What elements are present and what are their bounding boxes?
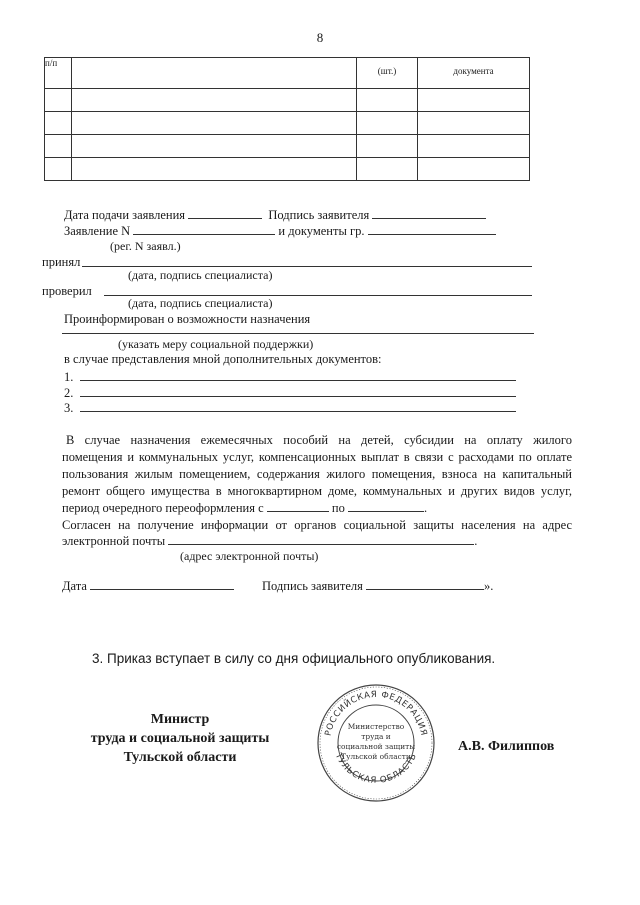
notification-paragraph xyxy=(62,432,572,517)
checked-note: (дата, подпись специалиста) xyxy=(128,296,273,310)
seal-center-line: Министерство xyxy=(347,722,405,731)
official-seal-stamp xyxy=(316,683,436,803)
email-end: . xyxy=(474,534,478,548)
additional-doc-item xyxy=(64,401,73,416)
seal-center-line: Тульской области xyxy=(341,752,411,761)
additional-doc-item xyxy=(64,386,73,401)
period-to-label: по xyxy=(331,501,345,515)
accepted-field[interactable] xyxy=(82,266,532,267)
period-from-field[interactable] xyxy=(267,510,329,512)
application-date-row xyxy=(64,208,486,223)
additional-docs-label: в случае представления мной дополнительных документов: xyxy=(64,352,382,366)
table-header-cell: (шт.) xyxy=(357,58,418,89)
signatory-name: А.В. Филиппов xyxy=(458,739,555,754)
measure-field[interactable] xyxy=(62,333,534,334)
email-field[interactable] xyxy=(168,543,474,545)
footer-date-label: Дата xyxy=(62,579,87,593)
footer-date-row xyxy=(62,579,234,594)
reg-note: (рег. N заявл.) xyxy=(110,239,181,253)
table-row xyxy=(45,89,530,112)
table-row xyxy=(45,112,530,135)
footer-signature-label: Подпись заявителя xyxy=(262,579,363,593)
page-number: 8 xyxy=(316,30,324,45)
seal-bottom-text: ТУЛЬСКАЯ ОБЛАСТЬ xyxy=(332,751,420,786)
checked-label: проверил xyxy=(42,284,92,298)
item-number: 1. xyxy=(64,370,74,384)
footer-signature-end: ». xyxy=(483,579,494,593)
item-number: 2. xyxy=(64,386,74,400)
position-line: Министр xyxy=(150,712,210,727)
table-header-cell: п/п xyxy=(45,58,72,89)
period-label: период очередного переоформления с xyxy=(62,501,264,515)
application-date-label: Дата подачи заявления xyxy=(64,208,186,222)
order-text: 3. Приказ вступает в силу со дня официального опубликования. xyxy=(92,651,496,666)
accepted-note: (дата, подпись специалиста) xyxy=(128,268,273,282)
period-end: . xyxy=(423,501,428,515)
documents-table xyxy=(44,57,530,181)
period-line xyxy=(62,500,572,517)
application-number-field[interactable] xyxy=(133,233,275,235)
consent-line: Согласен на получение информации от органов социальной защиты населения на адрес xyxy=(62,518,572,532)
footer-date-field[interactable] xyxy=(90,588,234,590)
paragraph-line: помещения и коммунальных услуг, компенсационных выплат в связи с расходами по оплате xyxy=(62,450,572,464)
application-number-label: Заявление N xyxy=(64,224,131,238)
signatory-position xyxy=(60,710,300,767)
email-note: (адрес электронной почты) xyxy=(180,549,319,563)
table-header-cell: документа xyxy=(418,58,530,89)
email-label: электронной почты xyxy=(62,534,166,548)
documents-label: и документы гр. xyxy=(278,224,365,238)
additional-doc-item xyxy=(64,370,73,385)
additional-doc-field[interactable] xyxy=(80,396,516,397)
application-date-field[interactable] xyxy=(188,217,262,219)
position-line: труда и социальной защиты xyxy=(90,731,270,746)
table-row xyxy=(45,158,530,181)
footer-signature-row xyxy=(262,579,493,594)
period-to-field[interactable] xyxy=(348,510,424,512)
applicant-signature-field[interactable] xyxy=(372,217,486,219)
paragraph-line: ремонт общего имущества в многоквартирном доме, коммунальных и других видов услуг, xyxy=(62,484,572,498)
paragraph-line: В случае назначения ежемесячных пособий на детей, субсидии на оплату жилого xyxy=(66,433,572,447)
footer-signature-field[interactable] xyxy=(366,588,484,590)
seal-center-line: труда и xyxy=(361,732,391,741)
table-header-cell xyxy=(72,58,357,89)
table-header-row xyxy=(45,58,530,89)
seal-top-text: РОССИЙСКАЯ ФЕДЕРАЦИЯ xyxy=(323,689,429,737)
applicant-signature-label: Подпись заявителя xyxy=(268,208,370,222)
accepted-label: принял xyxy=(42,255,81,269)
application-number-row xyxy=(64,224,496,239)
citizen-name-field[interactable] xyxy=(368,233,496,235)
measure-note: (указать меру социальной поддержки) xyxy=(118,337,314,351)
email-row xyxy=(62,534,477,549)
paragraph-line: пользования жилым помещением, содержания жилого помещения, взноса на капитальный xyxy=(62,467,572,481)
position-line: Тульской области xyxy=(123,750,237,765)
additional-doc-field[interactable] xyxy=(80,380,516,381)
seal-center-line: социальной защиты xyxy=(336,742,416,751)
item-number: 3. xyxy=(64,401,74,415)
additional-doc-field[interactable] xyxy=(80,411,516,412)
table-row xyxy=(45,135,530,158)
informed-label: Проинформирован о возможности назначения xyxy=(64,312,311,326)
